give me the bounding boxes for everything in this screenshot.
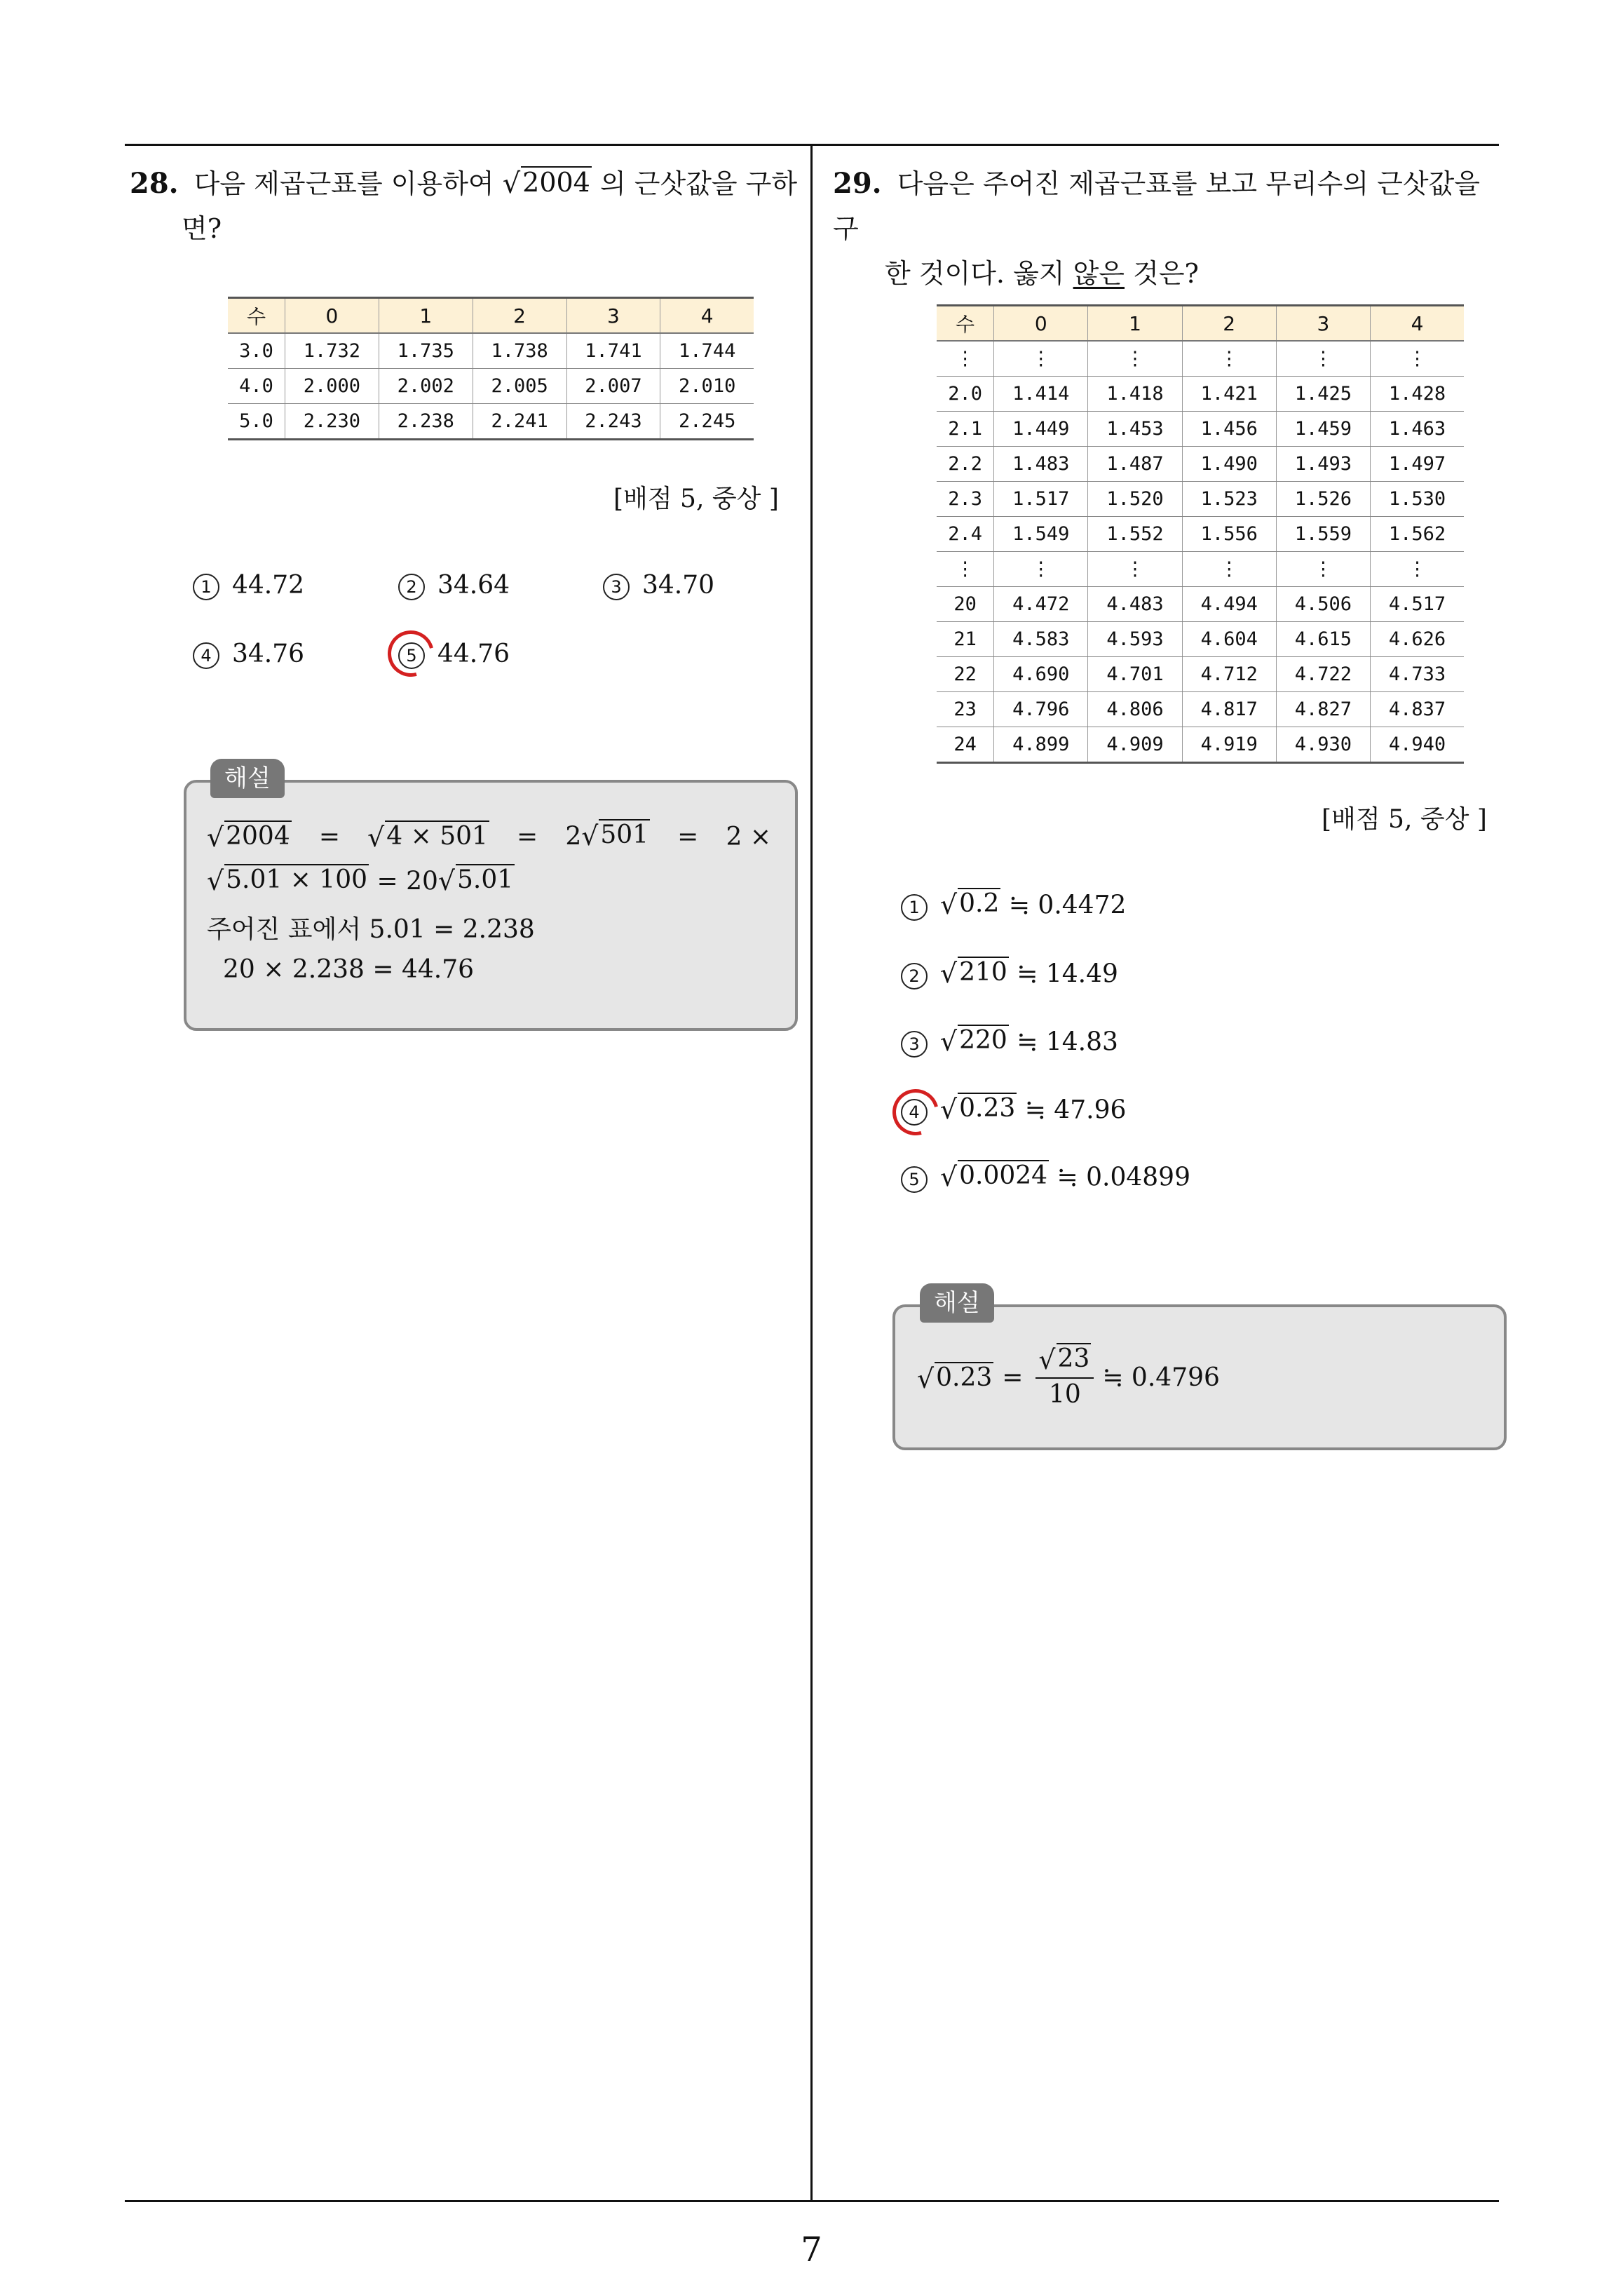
choice-number-3: 3 [901,1031,928,1058]
q28-sqrt-table [228,297,754,440]
table-cell: 1.556 [1182,517,1276,552]
table-cell: ⋮ [1371,341,1464,377]
table-row [937,412,1464,447]
choice-number-3: 3 [603,574,630,600]
q29-choice-4[interactable]: 4 √ 0.23 ≒ 47.96 [901,1093,1126,1128]
table-cell: ⋮ [937,341,994,377]
table-row [937,587,1464,622]
table-cell: 1.732 [285,333,379,369]
table-cell: 1.530 [1371,482,1464,517]
table-cell: 4.827 [1276,692,1370,727]
q29-choice-2[interactable]: 2 √ 210 ≒ 14.49 [901,957,1118,992]
bottom-rule [125,2200,1499,2202]
table-cell: 1.425 [1276,377,1370,412]
table-row [937,657,1464,692]
q28-table-header-1: 0 [285,298,379,334]
table-cell: 4.796 [994,692,1088,727]
q29-underlined-word: 않은 [1073,258,1125,289]
table-cell: 4.712 [1182,657,1276,692]
q28-choice-5[interactable]: 5 44.76 [398,637,510,672]
q29-table-header-3: 2 [1182,306,1276,342]
choice-number-1: 1 [193,574,219,600]
table-cell: ⋮ [1276,341,1370,377]
q29-sqrt-table [937,304,1464,764]
table-cell: 1.414 [994,377,1088,412]
table-cell: ⋮ [1088,341,1182,377]
q28-table-header-4: 3 [566,298,660,334]
q28-line1 [130,161,803,206]
table-cell: 1.418 [1088,377,1182,412]
table-row [937,377,1464,412]
table-cell: 4.626 [1371,622,1464,657]
table-cell: 1.562 [1371,517,1464,552]
table-cell: ⋮ [1371,552,1464,587]
q28-table-header-0: 수 [228,298,285,334]
table-cell: ⋮ [1088,552,1182,587]
table-cell: 2.002 [379,369,473,404]
q28-table-header-2: 1 [379,298,473,334]
table-row [937,517,1464,552]
table-cell: 1.428 [1371,377,1464,412]
q28-line2: 면? [182,213,222,244]
choice-number-1: 1 [901,894,928,921]
q28-choice-4[interactable]: 4 34.76 [193,637,304,672]
question-29 [833,161,1506,296]
table-cell: 1.483 [994,447,1088,482]
q28-text-after: 의 근삿값을 구하 [599,168,798,199]
q29-solution-tag: 해설 [920,1283,994,1323]
table-row [937,341,1464,377]
table-cell: 1.517 [994,482,1088,517]
q28-table-header-5: 4 [660,298,754,334]
table-cell: 1.456 [1182,412,1276,447]
table-cell: 1.741 [566,333,660,369]
table-row [228,404,754,440]
page-number: 7 [801,2230,822,2269]
table-row [228,333,754,369]
table-cell: 2.005 [473,369,566,404]
q29-table-header-2: 1 [1088,306,1182,342]
table-cell: 2.230 [285,404,379,440]
q28-text-before: 다음 제곱근표를 이용하여 [193,168,494,199]
q29-table-header-5: 4 [1371,306,1464,342]
table-cell: 4.690 [994,657,1088,692]
table-cell: 4.899 [994,727,1088,763]
table-cell: 2.007 [566,369,660,404]
choice-number-4: 4 [193,642,219,669]
table-cell: 4.593 [1088,622,1182,657]
table-cell: 1.744 [660,333,754,369]
table-cell: 1.735 [379,333,473,369]
table-cell: 4.919 [1182,727,1276,763]
q29-answer-mark [884,1081,947,1144]
table-row [937,692,1464,727]
table-cell: 4.930 [1276,727,1370,763]
q29-solution-line: √ 0.23 = √ 23 10 ≒ 0.4796 [917,1344,1220,1410]
table-cell: 2.010 [660,369,754,404]
q29-number: 29. [833,167,882,200]
table-cell: 2.1 [937,412,994,447]
column-divider [810,144,813,2202]
table-cell: 4.701 [1088,657,1182,692]
question-28 [130,161,803,251]
table-cell: 4.604 [1182,622,1276,657]
q28-table-header-3: 2 [473,298,566,334]
table-cell: 1.487 [1088,447,1182,482]
table-row [937,622,1464,657]
table-cell: 2.241 [473,404,566,440]
table-cell: ⋮ [994,552,1088,587]
table-row [937,552,1464,587]
q28-solution-line1: √ 2004 = √ 4 × 501 = 2 √ 501 = 2 × [207,820,771,853]
choice-number-2: 2 [901,963,928,990]
table-cell: 4.472 [994,587,1088,622]
table-cell: 1.449 [994,412,1088,447]
table-cell: 2.238 [379,404,473,440]
table-row [228,369,754,404]
table-cell: 24 [937,727,994,763]
table-cell: 1.493 [1276,447,1370,482]
table-cell: 1.738 [473,333,566,369]
q28-solution-line3: 주어진 표에서 5.01 = 2.238 [207,915,535,944]
q28-solution-line2: √ 5.01 × 100 = 20 √ 5.01 [207,865,514,896]
table-cell: 4.837 [1371,692,1464,727]
table-cell: 4.517 [1371,587,1464,622]
q29-line2: 한 것이다. 옳지 않은 것은? [885,258,1199,289]
table-cell: 2.2 [937,447,994,482]
q29-line1 [833,161,1506,251]
table-cell: 1.520 [1088,482,1182,517]
table-cell: 4.909 [1088,727,1182,763]
q29-choice-1[interactable]: 1 √ 0.2 ≒ 0.4472 [901,888,1126,924]
q28-choice-3[interactable]: 3 34.70 [603,568,714,603]
table-cell: 1.559 [1276,517,1370,552]
table-cell: 4.940 [1371,727,1464,763]
q28-sqrt: √ 2004 [502,167,590,200]
table-cell: 20 [937,587,994,622]
table-cell: ⋮ [1182,341,1276,377]
table-cell: 4.733 [1371,657,1464,692]
choice-number-5: 5 [398,642,425,669]
q28-solution-line4: 20 × 2.238 = 44.76 [223,955,475,984]
table-cell: ⋮ [994,341,1088,377]
table-cell: 2.245 [660,404,754,440]
table-cell: ⋮ [1276,552,1370,587]
table-cell: 1.497 [1371,447,1464,482]
table-cell: 2.0 [937,377,994,412]
q28-score: [배점 5, 중상 ] [613,485,779,513]
table-cell: 1.523 [1182,482,1276,517]
q28-choice-1[interactable]: 1 44.72 [193,568,304,603]
q28-answer-mark [379,622,442,685]
q29-score: [배점 5, 중상 ] [1322,805,1487,834]
table-cell: 4.483 [1088,587,1182,622]
table-row [937,482,1464,517]
q29-choice-5[interactable]: 5 √ 0.0024 ≒ 0.04899 [901,1160,1190,1196]
table-cell: 1.421 [1182,377,1276,412]
table-cell: 1.453 [1088,412,1182,447]
table-cell: 2.3 [937,482,994,517]
choice-number-2: 2 [398,574,425,600]
table-cell: 5.0 [228,404,285,440]
table-cell: 2.000 [285,369,379,404]
table-cell: 2.243 [566,404,660,440]
table-row [937,727,1464,763]
table-cell: 2.4 [937,517,994,552]
table-cell: 1.463 [1371,412,1464,447]
table-cell: 3.0 [228,333,285,369]
table-cell: 4.722 [1276,657,1370,692]
table-cell: 4.806 [1088,692,1182,727]
q29-table-header-4: 3 [1276,306,1370,342]
table-cell: 4.817 [1182,692,1276,727]
table-cell: ⋮ [1182,552,1276,587]
table-cell: 22 [937,657,994,692]
table-cell: 4.583 [994,622,1088,657]
table-cell: 4.494 [1182,587,1276,622]
table-cell: 1.490 [1182,447,1276,482]
table-cell: 23 [937,692,994,727]
q28-choice-2[interactable]: 2 34.64 [398,568,510,603]
choice-number-5: 5 [901,1166,928,1193]
q29-choice-3[interactable]: 3 √ 220 ≒ 14.83 [901,1025,1118,1060]
table-cell: 4.506 [1276,587,1370,622]
table-cell: 1.549 [994,517,1088,552]
table-cell: 1.459 [1276,412,1370,447]
q29-table-header-0: 수 [937,306,994,342]
table-cell: 21 [937,622,994,657]
table-cell: 4.615 [1276,622,1370,657]
q29-text-line1: 다음은 주어진 제곱근표를 보고 무리수의 근삿값을 구 [833,168,1480,244]
table-row [937,447,1464,482]
q28-solution-box [184,780,798,1031]
q28-solution-tag: 해설 [210,759,285,798]
table-cell: 4.0 [228,369,285,404]
q29-table-header-1: 0 [994,306,1088,342]
q28-number: 28. [130,167,179,200]
table-cell: ⋮ [937,552,994,587]
table-cell: 1.526 [1276,482,1370,517]
choice-number-4: 4 [901,1099,928,1126]
table-cell: 1.552 [1088,517,1182,552]
